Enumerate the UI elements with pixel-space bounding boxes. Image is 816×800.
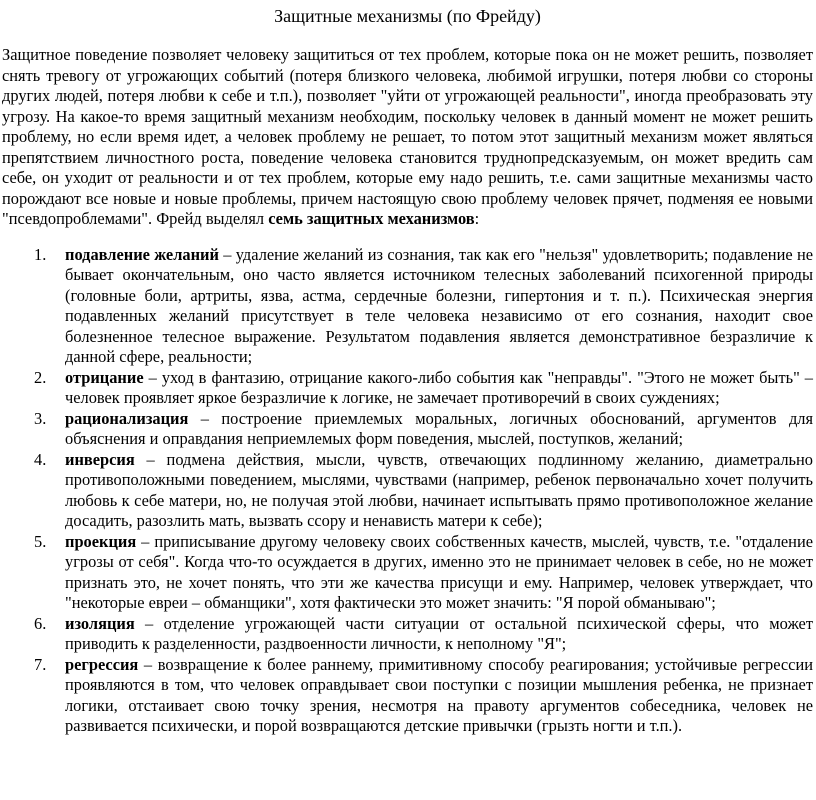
item-number: 6. [34, 613, 47, 633]
item-term: подавление желаний [65, 244, 219, 264]
item-number: 3. [34, 408, 47, 428]
item-term: проекция [65, 531, 137, 551]
intro-paragraph [2, 45, 813, 230]
list-item-7 [34, 654, 813, 737]
item-term: изоляция [65, 613, 135, 633]
item-text: – уход в фантазию, отрицание какого-либо события как "неправды". "Этого не может быть" – человек проявляет яркое безразличие к логике, не замечает противоречий в своих суждениях; [65, 367, 813, 407]
intro-text: Защитное поведение позволяет человеку защититься от тех проблем, которые пока он не может решить, позволяет снять тревогу от угрожающих событий (потеря близкого человека, любимой игрушки, потеря любви со стороны других людей, потеря любви к себе и т.п.), позволяет "уйти от угрожающей реальности", иногда преобразовать эту угрозу. На какое-то время защитный механизм необходим, поскольку человек в данный момент не может решить проблему, но если время идет, а человек проблему не решает, то потом этот защитный механизм может являться препятствием личностного роста, поведение человека становится труднопредсказуемым, он может вредить сам себе, он уходит от реальности и от тех проблем, которые ему надо решить, т.е. сами защитные механизмы часто порождают все новые и новые проблемы, причем настоящую свою проблему человек прячет, подменяя ее новыми "псевдопроблемами". Фрейд выделял [2, 45, 813, 228]
defense-mechanisms-list [2, 245, 813, 737]
item-text: – подмена действия, мысли, чувств, отвечающих подлинному желанию, диаметрально противоположными поведением, мыслями, чувствами (например, ребенок первоначально хочет получить любовь к себе матери, но, не получая этой любви, начинает испытывать прямо противоположное желание досадить, разозлить мать, вызвать ссору и ненависть матери к себе); [65, 449, 813, 530]
list-item-2 [34, 367, 813, 409]
page-title: Защитные механизмы (по Фрейду) [274, 6, 541, 26]
item-text: – возвращение к более раннему, примитивному способу реагирования; устойчивые регрессии проявляются в том, что человек оправдывает свои поступки с позиции мышления ребенка, не признает логики, отстаивает свою точку зрения, несмотря на правоту аргументов собеседника, человек не развивается психически, и порой возвращаются детские привычки (грызть ногти и т.п.). [65, 654, 813, 735]
item-number: 5. [34, 531, 47, 551]
list-item-3 [34, 408, 813, 450]
list-item-5 [34, 531, 813, 614]
item-term: регрессия [65, 654, 139, 674]
intro-colon: : [474, 209, 480, 228]
item-text: – приписывание другому человеку своих собственных качеств, мыслей, чувств, т.е. "отдаление угрозы от себя". Когда что-то осуждается в других, именно это не принимает человек в себе, но не может признать это, не хочет понять, что эти же качества присущи и ему. Например, человек утверждает, что "некоторые евреи – обманщики", хотя фактически это может значить: "Я порой обманываю"; [65, 531, 813, 612]
list-item-6 [34, 613, 813, 655]
item-number: 1. [34, 244, 47, 264]
item-number: 7. [34, 654, 47, 674]
item-number: 2. [34, 367, 47, 387]
list-item-4 [34, 449, 813, 532]
item-term: инверсия [65, 449, 135, 469]
item-number: 4. [34, 449, 47, 469]
item-term: отрицание [65, 367, 144, 387]
item-text: – отделение угрожающей части ситуации от остальной психической сферы, что может приводить к разделенности, раздвоенности личности, к неполному "Я"; [65, 613, 813, 653]
item-text: – удаление желаний из сознания, так как его "нельзя" удовлетворить; подавление не бывает окончательным, оно часто является источником телесных заболеваний психогенной природы (головные боли, артриты, язва, астма, сердечные болезни, гипертония и т. п.). Психическая энергия подавленных желаний присутствует в теле человека независимо от его сознания, находит свое болезненное телесное выражение. Результатом подавления является демонстративное безразличие к данной сфере, реальности; [65, 244, 813, 366]
list-item-1 [34, 244, 813, 368]
intro-bold-phrase: семь защитных механизмов [268, 209, 475, 228]
item-text: – построение приемлемых моральных, логичных обоснований, аргументов для объяснения и оправдания неприемлемых форм поведения, мыслей, поступков, желаний; [65, 408, 813, 448]
item-term: рационализация [65, 408, 189, 428]
